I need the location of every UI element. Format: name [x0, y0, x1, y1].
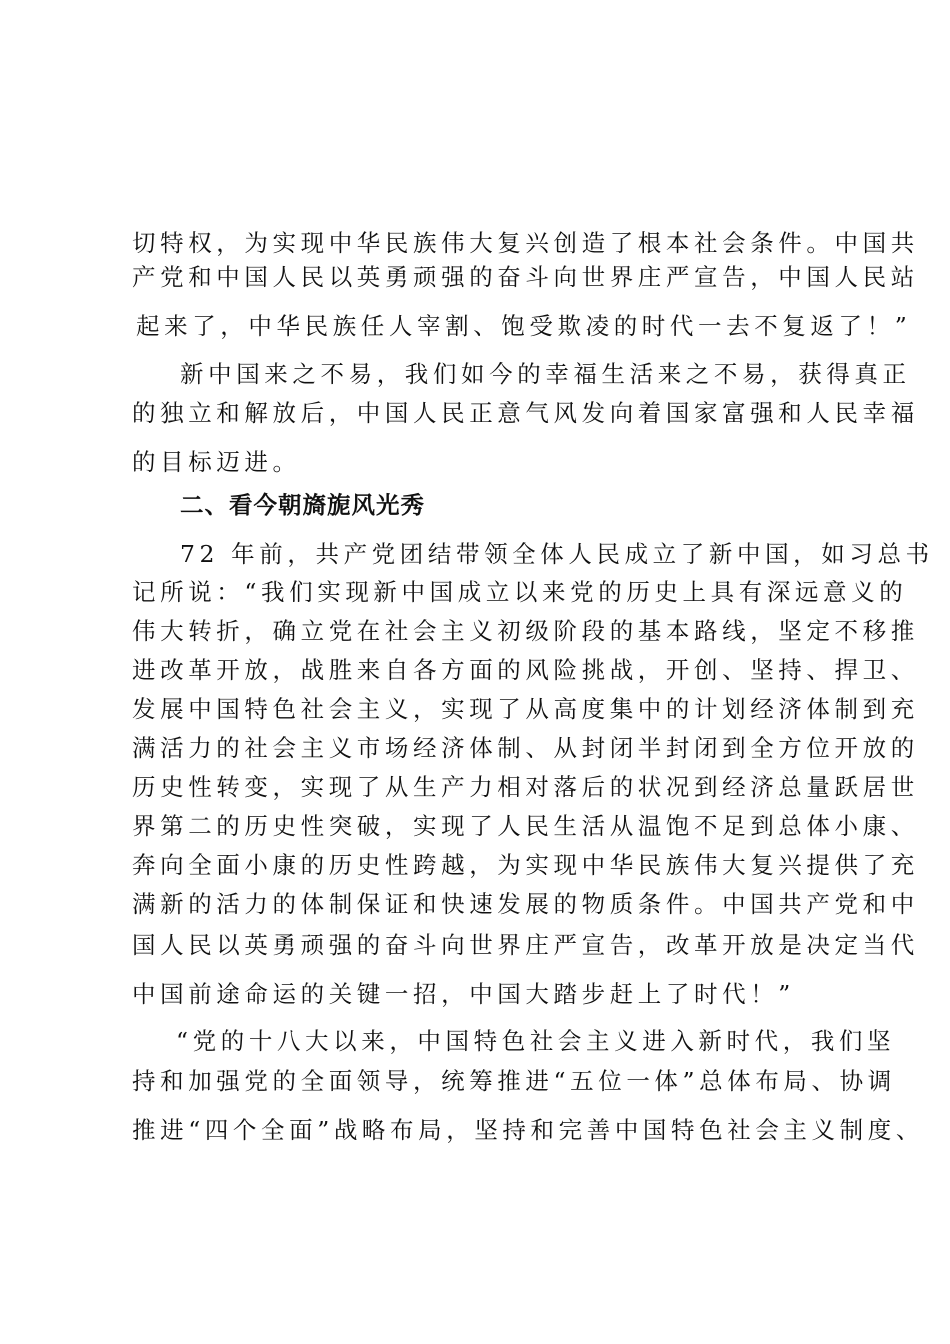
body-text-line: 界第二的历史性突破，实现了人民生活从温饱不足到总体小康、 [132, 812, 919, 840]
body-text-line: 进改革开放，战胜来自各方面的风险挑战，开创、坚持、捍卫、 [132, 656, 919, 684]
body-text-line: 满新的活力的体制保证和快速发展的物质条件。中国共产党和中 [132, 890, 919, 918]
body-text-line: 的目标迈进。 [132, 448, 301, 476]
body-text-line: 中国前途命运的关键一招，中国大踏步赶上了时代！” [132, 980, 795, 1008]
body-text-line: 满活力的社会主义市场经济体制、从封闭半封闭到全方位开放的 [132, 734, 919, 762]
paragraph-first-line: “党的十八大以来，中国特色社会主义进入新时代，我们坚 [176, 1027, 896, 1055]
body-text-line: 起来了，中华民族任人宰割、饱受欺凌的时代一去不复返了！” [136, 312, 912, 340]
body-text-line: 切特权，为实现中华民族伟大复兴创造了根本社会条件。中国共 [132, 229, 919, 257]
section-heading: 二、看今朝旖旎风光秀 [180, 491, 425, 519]
body-text-line: 奔向全面小康的历史性跨越，为实现中华民族伟大复兴提供了充 [132, 851, 919, 879]
body-text-line: 记所说：“我们实现新中国成立以来党的历史上具有深远意义的 [132, 578, 908, 606]
body-text-line: 产党和中国人民以英勇顽强的奋斗向世界庄严宣告，中国人民站 [132, 263, 919, 291]
body-text-line: 发展中国特色社会主义，实现了从高度集中的计划经济体制到充 [132, 695, 919, 723]
paragraph-first-line: 新中国来之不易，我们如今的幸福生活来之不易，获得真正 [180, 360, 911, 388]
body-text-line: 的独立和解放后，中国人民正意气风发向着国家富强和人民幸福 [132, 399, 919, 427]
body-text-line: 持和加强党的全面领导，统筹推进“五位一体”总体布局、协调 [132, 1067, 896, 1095]
body-text-line: 历史性转变，实现了从生产力相对落后的状况到经济总量跃居世 [132, 773, 919, 801]
body-text-line: 伟大转折，确立党在社会主义初级阶段的基本路线，坚定不移推 [132, 617, 919, 645]
body-text-line: 国人民以英勇顽强的奋斗向世界庄严宣告，改革开放是决定当代 [132, 931, 919, 959]
body-text-line: 推进“四个全面”战略布局，坚持和完善中国特色社会主义制度、 [132, 1116, 924, 1144]
paragraph-first-line: 72 年前，共产党团结带领全体人民成立了新中国，如习总书 [180, 540, 934, 568]
